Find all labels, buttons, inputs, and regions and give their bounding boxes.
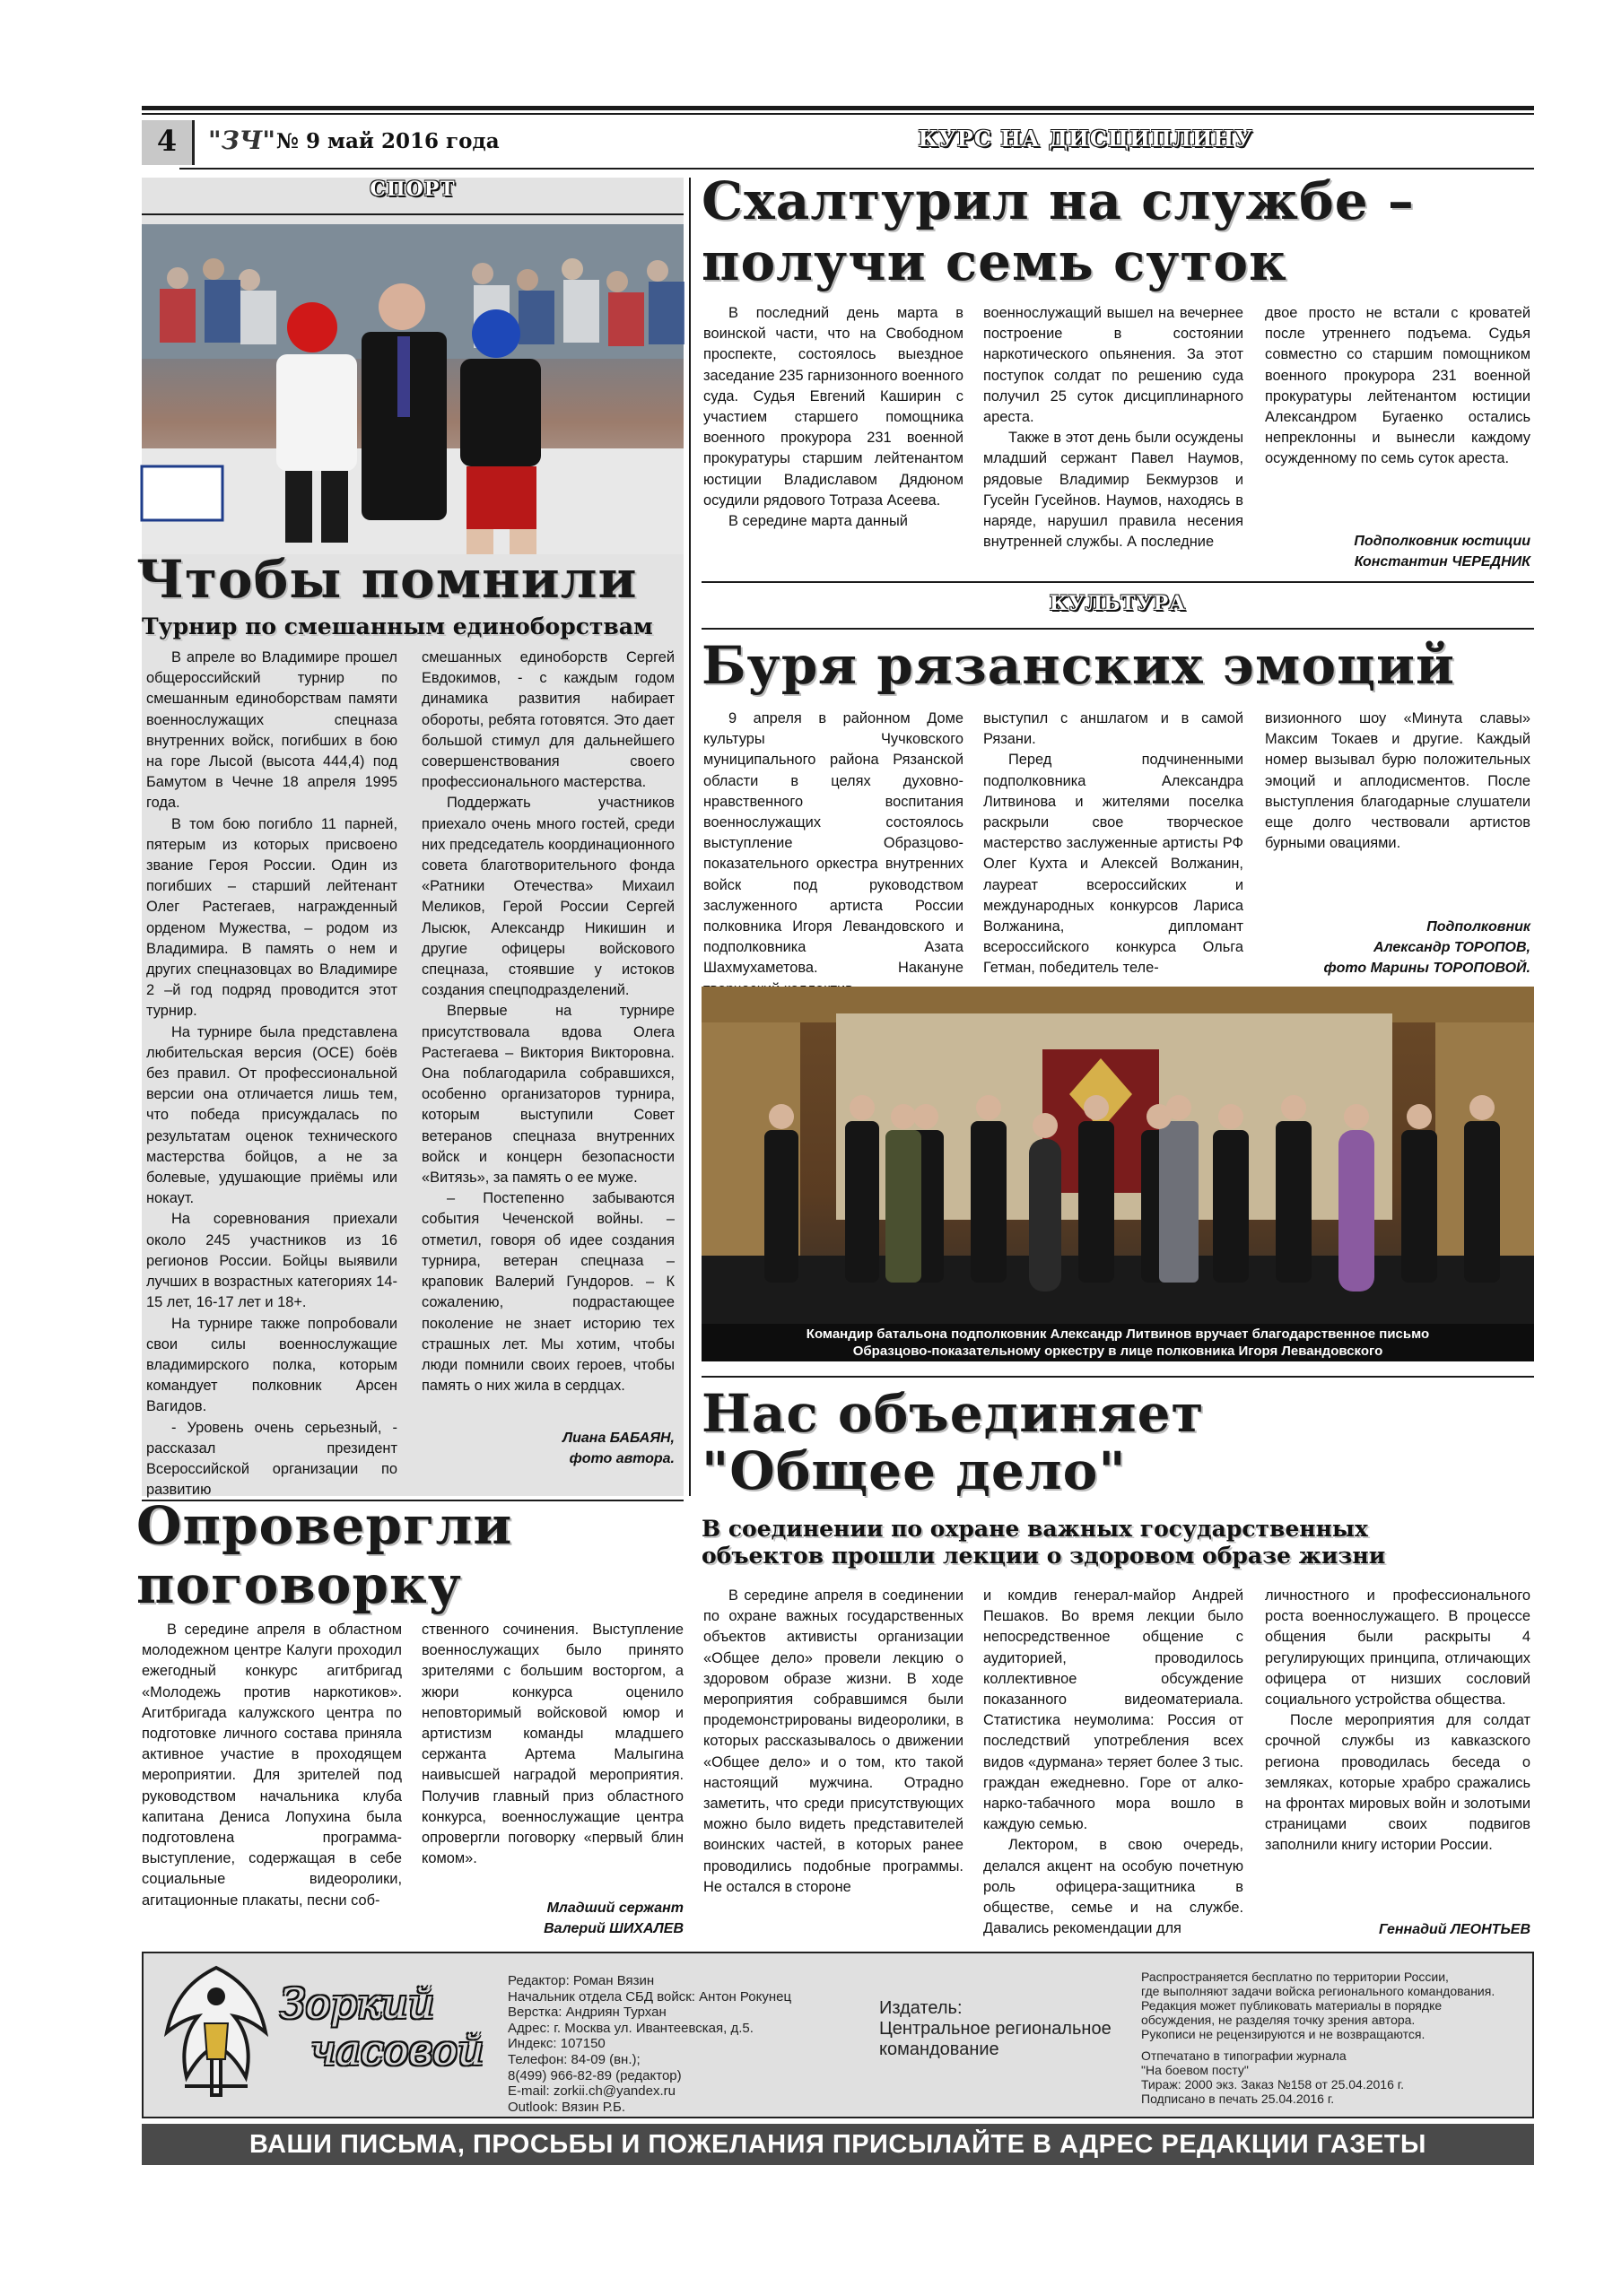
- editorial-line: E-mail: zorkii.ch@yandex.ru: [508, 2083, 676, 2100]
- print-line: Тираж: 2000 экз. Заказ №158 от 25.04.2016 г.: [1141, 2077, 1405, 2092]
- editorial-line: Верстка: Андриян Турхан: [508, 2005, 667, 2021]
- editorial-line: Телефон: 84-09 (вн.);: [508, 2051, 641, 2067]
- common-author: Геннадий ЛЕОНТЬЕВ: [1378, 1922, 1530, 1937]
- paragraph: На турнире была представлена любительская версия (ОСЕ) боёв без правил. От профессиональной версии она отличается лишь тем, что победа присуждалась по результатам оценок технического мастерства бойцов, а не за болевые, удушающие приёмы или нокаут.: [146, 1023, 397, 1207]
- subtitle-line: объектов прошли лекции о здоровом образе жизни: [702, 1543, 1386, 1569]
- note-line: Редакция может публиковать материалы в порядке: [1141, 1998, 1443, 2013]
- paragraph: визионного шоу «Минута славы» Максим Токаев и другие. Каждый номер вызывал бурю положительных эмоций и аплодисментов. После выступления благодарные слушатели еще долго чествовали артистов бурными овациями.: [1265, 710, 1530, 852]
- common-title-line1: Нас объединяет: [702, 1383, 1205, 1444]
- sport-photo-art: [142, 224, 684, 554]
- paragraph: В середине апреля в соединении по охране важных государственных объектов активисты организации «Общее дело» провели лекцию о здоровом образе жизни. В ходе мероприятия собравшимся были продемонстрированы видеоролики, в которых рассказывалось о движении «Общее дело» и о том, кто такой настоящий мужчина. Отрадно заметить, что среди присутствующих можно было видеть представителей воинских частей, в которых ранее проводились подобные программы. Не остался в стороне: [703, 1587, 963, 1895]
- editorial-line: 8(499) 966-82-89 (редактор): [508, 2067, 682, 2083]
- editorial-line: Outlook: Вязин Р.Б.: [508, 2099, 626, 2115]
- caption-line: Образцово-показательному оркестру в лице полковника Игоря Левандовского: [852, 1344, 1383, 1359]
- footer-notes: [1141, 1970, 1495, 2106]
- paragraph: - Уровень очень серьезный, - рассказал президент Всероссийской организации по развитию: [146, 1419, 397, 1499]
- top-rule-thin: [142, 113, 1534, 115]
- culture-author: [1220, 917, 1530, 978]
- header-underline: [179, 168, 1534, 170]
- kaluga-col-1: [142, 1620, 402, 1946]
- kaluga-title: [136, 1496, 512, 1614]
- sport-col-1: [146, 648, 397, 1499]
- caption-line: Командир батальона подполковник Александр Литвинов вручает благодарственное письмо: [806, 1326, 1430, 1342]
- author-rank: Подполковник: [1426, 919, 1530, 935]
- editorial-line: Индекс: 107150: [508, 2036, 606, 2052]
- paragraph: выступил с аншлагом и в самой Рязани.: [983, 710, 1243, 748]
- culture-rule: [702, 628, 1534, 630]
- discipline-col-3: [1265, 303, 1530, 518]
- page-number: 4: [156, 124, 178, 158]
- note-line: обсуждения, не разделяя точку зрения автора.: [1141, 2013, 1416, 2027]
- author-name: Валерий ШИХАЛЕВ: [544, 1921, 684, 1936]
- top-rule: [142, 106, 1534, 110]
- publisher-line: командование: [879, 2039, 999, 2059]
- paragraph: В том бою погибло 11 парней, пятерым из которых присвоено звание Героя России. Один из погибших – старший лейтенант Олег Растегаев, награжденный орденом Мужества, – родом из Владимира. В память о нем и других спецназовцах во Владимире 2 –й год подряд проводится этот турнир.: [146, 815, 397, 1020]
- paragraph: личностного и профессионального роста военнослужащего. В процессе общения были раскрыты 4 регулирующих принципа, отличающих офицера от низших сословий социального устройства общества.: [1265, 1587, 1530, 1709]
- common-rule-top: [702, 1376, 1534, 1378]
- common-title: [702, 1385, 1204, 1500]
- logo-line: Зоркий: [280, 1979, 435, 2028]
- author-rank: Подполковник юстиции: [1354, 534, 1530, 549]
- discipline-author: [1265, 531, 1530, 572]
- paragraph: В середине апреля в областном молодежном центре Калуги проходил ежегодный конкурс агитбригад «Молодежь против наркотиков». Агитбригада калужского центра по подготовке личного состава приняла активное участие в проходящем мероприятии. Для зрителей под руководством начальника клуба капитана Дениса Лопухина была подготовлена программа-выступление, содержащая в себе социальные видеоролики, агитационные плакаты, песни соб-: [142, 1622, 402, 1909]
- note-line: Распространяется бесплатно по территории России,: [1141, 1970, 1449, 1984]
- publisher-line: Центральное региональное: [879, 2019, 1112, 2039]
- paragraph: 9 апреля в районном Доме культуры Чучковского муниципального района Рязанской области в целях духовно-нравственного воспитания военнослужащих состоялось выступление Образцово-показательного оркестра внутренних войск под руководством заслуженного артиста России полковника Игоря Левандовского и подполковника Азата Шахмухаметова. Накануне: [703, 710, 963, 977]
- culture-title: Буря рязанских эмоций: [702, 635, 1455, 696]
- publisher-info: [879, 1998, 1112, 2060]
- sport-title: Чтобы помнили: [136, 549, 638, 610]
- kaluga-author: [422, 1898, 684, 1939]
- sport-photo: [142, 224, 684, 554]
- paragraph: В апреле во Владимире прошел общероссийский турнир по смешанным единоборствам памяти военнослужащих спецназа внутренних войск, погибших в бою на горе Лысой (высота 444,4) под Бамутом в Чечне 18 апреля 1995 года.: [146, 649, 397, 812]
- paragraph: В последний день марта в воинской части, что на Свободном проспекте, состоялось выездное заседание 235 гарнизонного военного суда. Судья Евгений Каширин с участием старшего помощника военного прокурора 231 военной прокуратуры старшим лейтенантом юстиции Владиславом Дядюном осудили рядового Тотраза Асеева.: [703, 305, 963, 509]
- culture-col-3: [1265, 709, 1530, 888]
- section-heading: КУРС НА ДИСЦИПЛИНУ: [918, 126, 1253, 152]
- author-name: Лиана БАБАЯН,: [562, 1431, 675, 1446]
- paragraph: ственного сочинения. Выступление военнослужащих было принято зрителями с большим восторгом, а жюри конкурса оценило неповторимый войсковой юмор и артистизм команды младшего сержанта Артема Малыгина наивысшей наградой мероприятия. Получив главный приз областного конкурса, военнослужащие центра опровергли поговорку «первый блин комом».: [422, 1622, 684, 1867]
- paragraph: и комдив генерал-майор Андрей Пешаков. Во время лекции было непосредственное общение с аудиторией, проводилось коллективное обсуждение показанного видеоматериала. Статистика неумолима: Россия от последствий употребления всех видов «дурмана» теряет более 3 тыс. граждан ежедневно. Горе от алко-нарко-табачного мора вошло в каждую семью.: [983, 1587, 1243, 1833]
- note-line: Рукописи не рецензируются и не возвращаются.: [1141, 2027, 1426, 2041]
- vertical-divider: [689, 178, 691, 1496]
- common-col-3: [1265, 1586, 1530, 1909]
- discipline-title: Схалтурил на службе – получи семь суток: [702, 170, 1415, 292]
- eagle-emblem-icon: [158, 1961, 275, 2104]
- sport-rubric: СПОРТ: [370, 178, 456, 201]
- sport-subtitle: Турнир по смешанным единоборствам: [142, 613, 653, 639]
- common-title-line2: "Общее дело": [702, 1440, 1127, 1501]
- kaluga-title-line1: Опровергли: [136, 1495, 513, 1556]
- common-subtitle: [702, 1516, 1385, 1570]
- publisher-line: Издатель:: [879, 1998, 963, 2018]
- sport-author: [422, 1428, 675, 1469]
- paragraph: – Постепенно забываются события Чеченской войны. – отметил, говоря об идее создания турнира, ветеран спецназа – краповик Валерий Гундоров. – К сожалению, подрастающее поколение не знает историю тех страшных лет. Мы хотим, чтобы люди помнили своих героев, чтобы память о них жила в сердцах.: [422, 1190, 675, 1395]
- kaluga-title-line2: поговорку: [136, 1554, 462, 1615]
- logo-line: часовой: [310, 2026, 484, 2074]
- paragraph: военнослужащий вышел на вечернее построение в состоянии наркотического опьянения. За этот поступок солдат по решению суда получил 25 суток дисциплинарного ареста.: [983, 305, 1243, 426]
- paragraph: двое просто не встали с кроватей после утреннего подъема. Судья совместно со старшим помощником военного прокурора 231 военной прокуратуры лейтенантом юстиции Александром Бугаенко остались непреклонны и вынесли каждому осужденному по семь суток ареста.: [1265, 305, 1530, 467]
- kaluga-col-2: [422, 1620, 684, 1889]
- editorial-line: Начальник отдела СБД войск: Антон Рокунец: [508, 1988, 792, 2005]
- discipline-col-2: [983, 303, 1243, 572]
- paragraph: На турнире также попробовали свои силы военнослужащие владимирского полка, которым командует полковник Арсен Вагидов.: [146, 1315, 397, 1415]
- culture-rule-top: [702, 581, 1534, 583]
- author-name: Константин ЧЕРЕДНИК: [1354, 554, 1530, 570]
- print-line: Подписано в печать 25.04.2016 г.: [1141, 2092, 1335, 2106]
- footer-banner: ВАШИ ПИСЬМА, ПРОСЬБЫ И ПОЖЕЛАНИЯ ПРИСЫЛАЙТЕ В АДРЕС РЕДАКЦИИ ГАЗЕТЫ: [142, 2124, 1534, 2165]
- culture-col-1: [703, 709, 963, 982]
- editorial-line: Редактор: Роман Вязин: [508, 1973, 655, 1988]
- paragraph: Лектором, в свою очередь, делался акцент на особую почетную роль офицера-защитника в обществе, семье и на службе. Давались рекомендации для: [983, 1837, 1243, 1937]
- editorial-info: [508, 1973, 791, 2115]
- issue-info: № 9 май 2016 года: [276, 129, 500, 153]
- paragraph: Также в этот день были осуждены младший сержант Павел Наумов, рядовые Владимир Бекмурзов и Гусейн Гусейнов. Наумов, находясь в наряде, нарушил правила несения внутренней службы. А последние: [983, 430, 1243, 551]
- culture-rubric: КУЛЬТУРА: [1049, 592, 1187, 615]
- author-name: Александр ТОРОПОВ,: [1373, 940, 1530, 955]
- print-line: Отпечатано в типографии журнала: [1141, 2048, 1347, 2063]
- newspaper-code: "ЗЧ": [208, 126, 275, 155]
- paragraph: Впервые на турнире присутствовала вдова Олега Растегаева – Виктория Викторовна. Она поблагодарила собравшихся, особенно организаторов турнира, которым выступили Совет ветеранов спецназа внутренних войск и концерн безопасности «Витязь», за память о ее муже.: [422, 1003, 675, 1187]
- paragraph: В середине марта данный: [728, 513, 908, 530]
- concert-photo: [702, 987, 1534, 1361]
- editorial-line: Адрес: г. Москва ул. Ивантеевская, д.5.: [508, 2020, 754, 2036]
- concert-caption: [702, 1324, 1534, 1361]
- paragraph: На соревнования приехали около 245 участников из 16 регионов России. Бойцы выявили лучших в возрастных категориях 14-15 лет, 16-17 лет и 18+.: [146, 1211, 397, 1311]
- concert-photo-art: [702, 987, 1534, 1361]
- sport-col-2: [422, 648, 675, 1419]
- sport-rubric-rule: [142, 213, 684, 215]
- print-line: "На боевом посту": [1141, 2063, 1249, 2077]
- author-photo: фото Марины ТОРОПОВОЙ.: [1323, 961, 1530, 976]
- paragraph: Перед подчиненными подполковника Александра Литвинова и жителями поселка раскрыли свое творческое мастерство заслуженные артисты РФ Олег Кухта и Алексей Волжанин, лауреат всероссийских и международных конкурсов Лариса Волжанина, дипломант всероссийского конкурса Ольга Гетман, победитель теле-: [983, 752, 1243, 977]
- author-photo: фото автора.: [569, 1451, 675, 1466]
- subtitle-line: В соединении по охране важных государственных: [702, 1516, 1368, 1542]
- paragraph: Поддержать участников приехало очень много гостей, среди них председатель координационного совета благотворительного фонда «Ратники Отечества» Михаил Меликов, Герой России Сергей Лысюк, Александр Никишин и другие офицеры войскового спецназа, стоявшие у истоков создания спецподразделений.: [422, 795, 675, 999]
- paragraph: смешанных единоборств Сергей Евдокимов, - с каждым годом динамика развития набирает обороты, ребята готовятся. Это дает большой стимул для дальнейшего совершенствования своего профессионального мастерства.: [422, 649, 675, 791]
- culture-col-2: [983, 709, 1243, 982]
- note-line: где выполняют задачи войска регионального командования.: [1141, 1984, 1495, 1998]
- logo-title: [280, 1980, 484, 2074]
- author-rank: Младший сержант: [546, 1900, 684, 1916]
- paragraph: После мероприятия для солдат срочной службы из кавказского региона проводилась беседа о земляках, которые храбро сражались на фронтах мировых войн и золотыми страницами своих подвигов заполнили книгу истории России.: [1265, 1712, 1530, 1854]
- discipline-col-1: [703, 303, 963, 572]
- common-col-2: [983, 1586, 1243, 1943]
- common-col-1: [703, 1586, 963, 1943]
